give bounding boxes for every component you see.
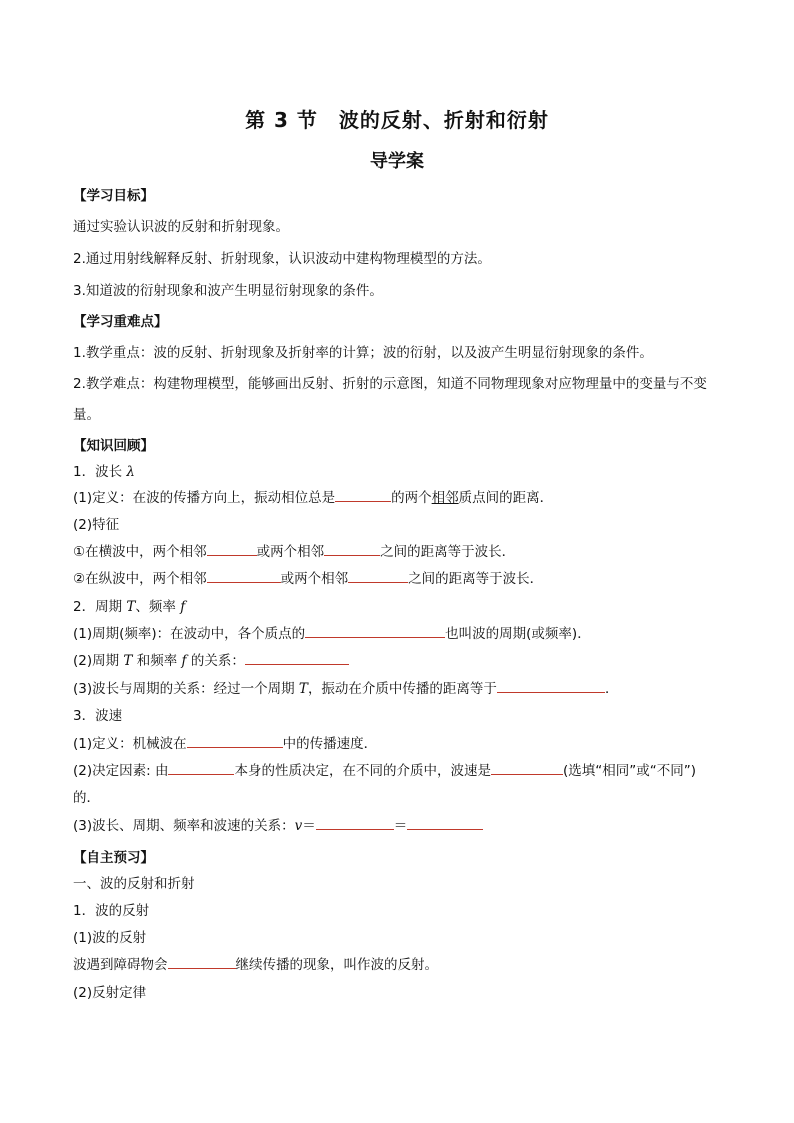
s1-b: 中的传播速度． [282,736,378,752]
p2-f: f [181,653,187,669]
objectives-heading: 【学习目标】 [73,188,154,204]
page-subtitle: 导学案 [370,151,424,172]
preview-sub-1a: (1)波的反射 [73,930,147,946]
speed-item-3 [73,817,483,835]
s3-v: v [294,818,303,834]
p1-b: 也叫波的周期(或频率)． [445,626,591,642]
wl-f2-b: 或两个相邻 [280,571,349,587]
blank-field[interactable] [324,543,380,556]
speed-title: 3．波速 [73,708,123,724]
wl-f1-a: ①在横波中，两个相邻 [73,544,207,560]
review-heading: 【知识回顾】 [73,438,154,454]
objective-item-1: 通过实验认识波的反射和折射现象。 [73,219,289,235]
wavelength-definition [73,489,553,507]
f-symbol: f [180,599,186,615]
p2-t: T [123,653,133,669]
wl-def-a: (1)定义：在波的传播方向上，振动相位总是 [73,490,336,506]
wl-def-c: 相邻 [431,490,459,506]
preview-sub-1b: (2)反射定律 [73,985,147,1001]
blank-field[interactable] [187,735,283,748]
period-item-3 [73,680,618,698]
p2-c: 的关系： [186,653,245,669]
s3-eq2: ＝ [393,818,408,834]
blank-field[interactable] [168,956,236,969]
blank-field[interactable] [245,652,349,665]
preview-reflection-line [73,956,438,974]
p3-c: ． [604,681,619,697]
s3-eq: ＝ [302,818,316,834]
blank-field[interactable] [497,680,605,693]
t-symbol: T [126,599,136,615]
speed-item-2-line-1 [73,762,696,780]
period-item-2 [73,652,349,670]
blank-field[interactable] [305,625,445,638]
p2-b: 和频率 [132,653,182,669]
period-title-text: 2．周期 [73,599,127,615]
blank-field[interactable] [207,570,281,583]
period-title-mid: 、频率 [135,599,181,615]
blank-field[interactable] [491,762,563,775]
p3-t: T [298,681,308,697]
objective-item-3: 3.知道波的衍射现象和波产生明显衍射现象的条件。 [73,283,383,299]
s1-a: (1)定义：机械波在 [73,736,187,752]
pv-line-a: 波遇到障碍物会 [73,957,168,973]
s2-a: (2)决定因素: 由 [73,763,169,779]
blank-field[interactable] [207,543,257,556]
period-item-1 [73,625,591,643]
s3-a: (3)波长、周期、频率和波速的关系： [73,818,295,834]
preview-sub-1: 1．波的反射 [73,903,150,919]
s2-c: (选填“相同”或“不同”) [562,763,696,779]
speed-item-1 [73,735,377,753]
period-title [73,598,185,616]
wavelength-feature-2 [73,570,543,588]
wavelength-feature: (2)特征 [73,517,120,533]
preview-heading: 【自主预习】 [73,850,154,866]
p3-b: ，振动在介质中传播的距离等于 [307,681,497,697]
wl-def-b: 的两个 [391,490,432,506]
lambda-symbol: λ [126,464,135,480]
keypoints-heading: 【学习重难点】 [73,314,168,330]
pv-line-b: 继续传播的现象，叫作波的反射。 [235,957,438,973]
keypoint-item-2-line-2: 量。 [73,407,100,423]
p1-a: (1)周期(频率)：在波动中，各个质点的 [73,626,306,642]
s2-b: 本身的性质决定，在不同的介质中，波速是 [234,763,491,779]
wl-f1-b: 或两个相邻 [256,544,325,560]
wl-f2-c: 之间的距离等于波长． [408,571,544,587]
blank-field[interactable] [348,570,408,583]
blank-field[interactable] [316,817,394,830]
preview-section: 一、波的反射和折射 [73,876,195,892]
blank-field[interactable] [407,817,483,830]
p2-a: (2)周期 [73,653,124,669]
wavelength-title [73,463,135,481]
blank-field[interactable] [168,762,234,775]
keypoint-item-1: 1.教学重点：波的反射、折射现象及折射率的计算；波的衍射，以及波产生明显衍射现象的条件。 [73,345,653,361]
blank-field[interactable] [335,489,391,502]
wl-f2-a: ②在纵波中，两个相邻 [73,571,207,587]
objective-item-2: 2.通过用射线解释反射、折射现象，认识波动中建构物理模型的方法。 [73,251,491,267]
page-title: 第 3 节 波的反射、折射和衍射 [245,108,549,132]
wl-f1-c: 之间的距离等于波长． [380,544,516,560]
keypoint-item-2-line-1: 2.教学难点：构建物理模型，能够画出反射、折射的示意图，知道不同物理现象对应物理量中的变量与不变 [73,376,707,392]
speed-item-2-line-2: 的． [73,790,100,806]
p3-a: (3)波长与周期的关系：经过一个周期 [73,681,299,697]
wavelength-title-text: 1．波长 [73,464,127,480]
wavelength-feature-1 [73,543,515,561]
wl-def-d: 质点间的距离． [458,490,554,506]
